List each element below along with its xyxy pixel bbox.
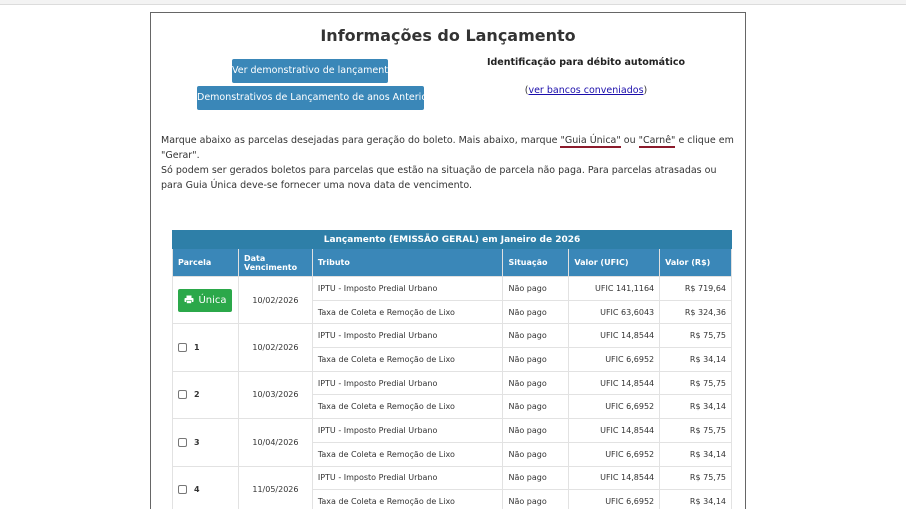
situacao-cell: Não pago (503, 371, 569, 395)
tributo-cell: IPTU - Imposto Predial Urbano (312, 419, 503, 443)
bancos-conveniados (481, 85, 691, 96)
tributo-cell: Taxa de Coleta e Remoção de Lixo (312, 348, 503, 372)
situacao-cell: Não pago (503, 277, 569, 301)
open-paren: ( (524, 85, 529, 96)
tributo-cell: IPTU - Imposto Predial Urbano (312, 371, 503, 395)
lancamento-table (172, 230, 732, 509)
parcela-checkbox[interactable] (178, 438, 187, 447)
situacao-cell: Não pago (503, 348, 569, 372)
valor-ufic-cell: UFIC 6,6952 (569, 442, 660, 466)
valor-reais-cell: R$ 34,14 (660, 442, 732, 466)
instructions-paragraph-2: Só podem ser gerados boletos para parcelas que estão na situação de parcela não paga. Para parcelas atrasadas ou para Guia Única deve-se fornecer uma nova data de vencimento. (161, 165, 717, 191)
table-row (173, 277, 732, 301)
instr-text-a: Marque abaixo as parcelas desejadas para geração do boleto. Mais abaixo, marque (161, 135, 561, 146)
valor-ufic-cell: UFIC 6,6952 (569, 490, 660, 509)
parcela-number: 1 (194, 343, 200, 353)
tributo-cell: Taxa de Coleta e Remoção de Lixo (312, 490, 503, 509)
valor-ufic-cell: UFIC 14,8544 (569, 466, 660, 490)
bancos-conveniados-link[interactable]: ver bancos conveniados (528, 85, 644, 96)
valor-ufic-cell: UFIC 14,8544 (569, 371, 660, 395)
tributo-cell: IPTU - Imposto Predial Urbano (312, 324, 503, 348)
vencimento-cell: 10/04/2026 (238, 419, 312, 466)
parcela-cell (173, 419, 239, 466)
parcela-cell (173, 371, 239, 418)
valor-reais-cell: R$ 75,75 (660, 466, 732, 490)
situacao-cell: Não pago (503, 324, 569, 348)
close-paren: ) (643, 85, 648, 96)
table-row (173, 419, 732, 443)
valor-ufic-cell: UFIC 141,1164 (569, 277, 660, 301)
parcela-number: 4 (194, 485, 200, 495)
tributo-cell: Taxa de Coleta e Remoção de Lixo (312, 442, 503, 466)
table-caption: Lançamento (EMISSÃO GERAL) em Janeiro de 2026 (173, 231, 732, 249)
valor-reais-cell: R$ 34,14 (660, 395, 732, 419)
parcela-checkbox[interactable] (178, 390, 187, 399)
valor-reais-cell: R$ 75,75 (660, 324, 732, 348)
col-parcela: Parcela (173, 249, 239, 277)
valor-ufic-cell: UFIC 6,6952 (569, 348, 660, 372)
carne-highlight: "Carnê" (638, 135, 676, 146)
vencimento-cell: 10/02/2026 (238, 277, 312, 324)
instructions-paragraph-1 (161, 134, 741, 163)
situacao-cell: Não pago (503, 466, 569, 490)
parcela-number: 3 (194, 437, 200, 447)
col-situacao: Situação (503, 249, 569, 277)
lancamento-panel (150, 12, 746, 509)
valor-reais-cell: R$ 75,75 (660, 419, 732, 443)
valor-reais-cell: R$ 75,75 (660, 371, 732, 395)
col-valor-reais: Valor (R$) (660, 249, 732, 277)
situacao-cell: Não pago (503, 442, 569, 466)
vencimento-cell: 10/02/2026 (238, 324, 312, 371)
parcela-number: 2 (194, 390, 200, 400)
valor-reais-cell: R$ 324,36 (660, 300, 732, 324)
situacao-cell: Não pago (503, 300, 569, 324)
table-row (173, 466, 732, 490)
page-title: Informações do Lançamento (320, 26, 576, 45)
browser-top-strip (0, 0, 906, 5)
table-header-row (173, 249, 732, 277)
parcela-cell (173, 324, 239, 371)
ver-demonstrativo-button[interactable]: Ver demonstrativo de lançamento (232, 59, 388, 83)
valor-reais-cell: R$ 34,14 (660, 348, 732, 372)
debito-automatico-label: Identificação para débito automático (486, 57, 686, 68)
parcela-checkbox[interactable] (178, 343, 187, 352)
situacao-cell: Não pago (503, 419, 569, 443)
vencimento-cell: 11/05/2026 (238, 466, 312, 509)
table-body (173, 277, 732, 509)
table-row (173, 324, 732, 348)
unica-label: Única (198, 294, 227, 306)
valor-ufic-cell: UFIC 63,6043 (569, 300, 660, 324)
table-caption-row (173, 231, 732, 249)
valor-ufic-cell: UFIC 6,6952 (569, 395, 660, 419)
instr-text-b: ou (620, 135, 639, 146)
parcela-cell (173, 277, 239, 324)
parcela-checkbox[interactable] (178, 485, 187, 494)
tributo-cell: Taxa de Coleta e Remoção de Lixo (312, 395, 503, 419)
valor-reais-cell: R$ 34,14 (660, 490, 732, 509)
guia-unica-highlight: "Guia Única" (560, 135, 621, 146)
tributo-cell: IPTU - Imposto Predial Urbano (312, 466, 503, 490)
demonstrativos-anos-anteriores-button[interactable]: Demonstrativos de Lançamento de anos Anteriores (197, 86, 424, 110)
table-row (173, 371, 732, 395)
unica-print-button[interactable] (178, 289, 232, 312)
tributo-cell: Taxa de Coleta e Remoção de Lixo (312, 300, 503, 324)
vencimento-cell: 10/03/2026 (238, 371, 312, 418)
situacao-cell: Não pago (503, 395, 569, 419)
col-valor-ufic: Valor (UFIC) (569, 249, 660, 277)
valor-ufic-cell: UFIC 14,8544 (569, 419, 660, 443)
printer-icon (184, 295, 194, 304)
parcela-cell (173, 466, 239, 509)
situacao-cell: Não pago (503, 490, 569, 509)
valor-reais-cell: R$ 719,64 (660, 277, 732, 301)
col-tributo: Tributo (312, 249, 503, 277)
instr-text-c: e clique em "Gerar". (161, 135, 734, 161)
valor-ufic-cell: UFIC 14,8544 (569, 324, 660, 348)
tributo-cell: IPTU - Imposto Predial Urbano (312, 277, 503, 301)
col-data-vencimento: Data Vencimento (238, 249, 312, 277)
